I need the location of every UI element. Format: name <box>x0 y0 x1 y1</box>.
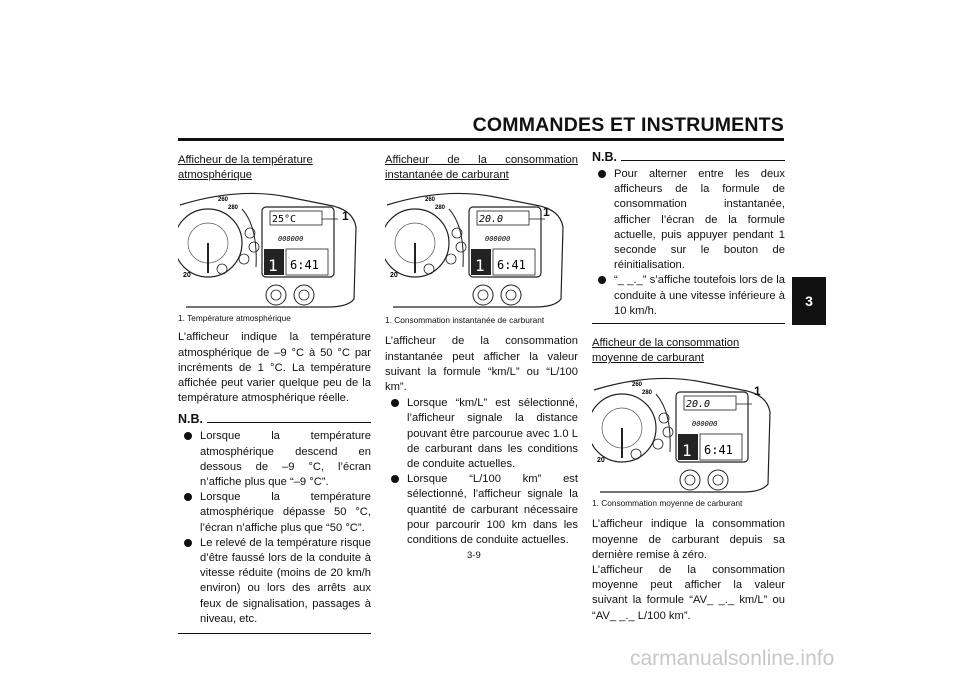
speed-label-280: 280 <box>228 205 239 212</box>
bullet-dot <box>184 493 192 501</box>
section-heading-temperature: Afficheur de la température atmosphérique <box>178 154 313 182</box>
speed-label-20: 20 <box>390 272 398 280</box>
bullet-dot <box>184 539 192 547</box>
list-item <box>592 273 785 319</box>
speed-label-260: 260 <box>425 197 436 204</box>
list-item-text: “_ _._” s’affiche toutefois lors de la conduite à une vitesse inférieure à 10 km/h. <box>614 274 785 317</box>
gear-indicator: 1 <box>682 441 692 461</box>
speed-label-260: 260 <box>218 197 229 204</box>
list-item <box>178 536 371 627</box>
speed-label-260: 260 <box>632 382 643 389</box>
list-item <box>592 167 785 273</box>
body-paragraph-2: L’afficheur de la consommation moyenne peut afficher la valeur suivant la formule “AV_ _._ km/L” ou “AV_ _._ L/100 km”. <box>592 564 785 622</box>
bullet-dot <box>391 399 399 407</box>
body-paragraph: L’afficheur de la consommation instantanée peut afficher la valeur suivant la formule “km/L” ou “L/100 km”. <box>385 335 578 394</box>
nb-bullet-list <box>592 167 785 319</box>
list-item-text: Lorsque la température atmosphérique dépasse 50 °C, l’écran n’affiche plus que “50 °C”. <box>200 491 371 534</box>
figure-caption: 1. Consommation moyenne de carburant <box>592 498 743 509</box>
odometer-readout: 000000 <box>485 235 511 244</box>
list-item-text: Le relevé de la température risque d’être faussé lors de la conduite à vitesse réduite (moins de 20 km/h environ) ou lors des arrêts aux feux de signalisation, passages à niveau, etc. <box>200 536 371 625</box>
bullet-list <box>385 396 578 548</box>
list-item-text: Lorsque “L/100 km” est sélectionné, l’afficheur signale la quantité de carburant nécessaire pour parcourir 100 km dans les conditions de conduite actuelles. <box>407 473 578 547</box>
section-heading-average-consumption: Afficheur de la consommation moyenne de carburant <box>592 337 740 365</box>
bullet-dot <box>184 432 192 440</box>
speed-label-20: 20 <box>597 457 605 465</box>
figure-callout-1: 1 <box>754 384 761 399</box>
gear-indicator: 1 <box>475 256 485 276</box>
consumption-readout: 20.0 <box>479 214 504 226</box>
consumption-readout: 20.0 <box>686 399 711 411</box>
list-item <box>385 472 578 548</box>
odometer-readout: 000000 <box>278 235 304 244</box>
column-3 <box>592 150 785 624</box>
dashboard-figure-average <box>592 372 782 494</box>
clock-readout: 6:41 <box>704 443 733 458</box>
figure-callout-1: 1 <box>342 209 349 224</box>
nb-bullet-list <box>178 429 371 627</box>
bullet-dot <box>598 276 606 284</box>
nb-label: N.B. <box>592 150 617 164</box>
page-header-title: COMMANDES ET INSTRUMENTS <box>472 114 784 136</box>
header-rule <box>178 138 784 141</box>
figure-caption: 1. Consommation instantanée de carburant <box>385 315 545 326</box>
list-item-text: Lorsque “km/L” est sélectionné, l’afficheur signale la distance pouvant être parcourue avec 1.0 L de carburant dans les conditions de conduite actuelles. <box>407 397 578 471</box>
list-item <box>385 396 578 472</box>
figure-caption: 1. Température atmosphérique <box>178 313 291 324</box>
bullet-dot <box>391 475 399 483</box>
list-item <box>178 429 371 490</box>
speed-label-20: 20 <box>183 272 191 280</box>
dashboard-figure-instant <box>385 187 575 309</box>
nb-end-rule <box>592 323 785 324</box>
nb-end-rule <box>178 633 371 634</box>
speed-label-280: 280 <box>642 390 653 397</box>
body-paragraph: L’afficheur indique la température atmosphérique de –9 °C à 50 °C par incréments de 1 °C. La température affichée peut varier quelque peu de la température atmosphérique réelle. <box>178 331 371 405</box>
list-item <box>178 490 371 536</box>
gear-indicator: 1 <box>268 256 278 276</box>
odometer-readout: 000000 <box>692 420 718 429</box>
nb-header <box>178 412 371 426</box>
clock-readout: 6:41 <box>290 258 319 273</box>
body-paragraph-1: L’afficheur indique la consommation moyenne de carburant depuis sa dernière remise à zéro. <box>592 518 785 561</box>
list-item-text: Pour alterner entre les deux afficheurs de la formule de consommation instantanée, afficher l’écran de la formule actuelle, puis appuyer pendant 1 seconde sur le bouton de réinitialisation. <box>614 168 785 272</box>
bullet-dot <box>598 170 606 178</box>
nb-rule <box>621 160 785 161</box>
nb-rule <box>207 422 371 423</box>
figure-callout-1: 1 <box>543 205 550 220</box>
page-number: 3-9 <box>467 550 481 561</box>
watermark: carmanualsonline.info <box>630 647 835 670</box>
dashboard-illustration <box>178 187 368 309</box>
nb-header <box>592 150 785 164</box>
column-1 <box>178 153 371 634</box>
section-heading-instant-consumption: Afficheur de la consommation instantanée de carburant <box>385 154 578 182</box>
temperature-readout: 25°C <box>272 214 297 226</box>
clock-readout: 6:41 <box>497 258 526 273</box>
column-2 <box>385 153 578 548</box>
chapter-tab: 3 <box>792 277 826 325</box>
dashboard-figure-temperature <box>178 187 368 309</box>
nb-label: N.B. <box>178 412 203 427</box>
speed-label-280: 280 <box>435 205 446 212</box>
list-item-text: Lorsque la température atmosphérique descend en dessous de –9 °C, l’écran n’affiche plus que “–9 °C”. <box>200 430 371 489</box>
